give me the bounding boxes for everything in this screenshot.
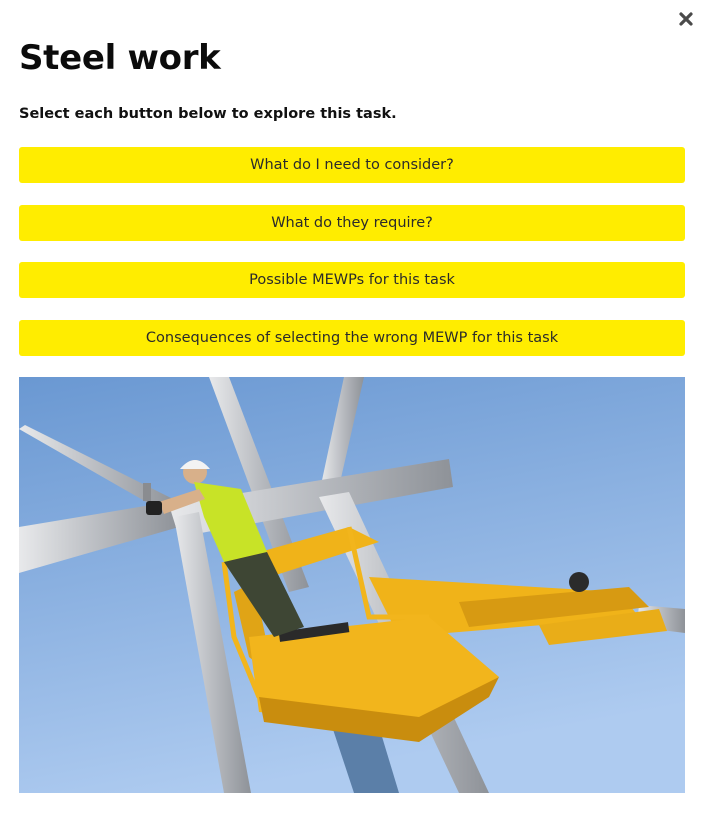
close-button[interactable] xyxy=(676,11,696,31)
instructions-text: Select each button below to explore this task. xyxy=(19,106,397,122)
page-title: Steel work xyxy=(19,38,221,78)
requirements-button[interactable]: What do they require? xyxy=(19,205,685,241)
steel-work-photo xyxy=(19,377,685,793)
consider-button[interactable]: What do I need to consider? xyxy=(19,147,685,183)
task-button-list xyxy=(19,147,685,377)
consequences-button[interactable]: Consequences of selecting the wrong MEWP for this task xyxy=(19,320,685,356)
close-icon[interactable] xyxy=(679,12,693,31)
possible-mewps-button[interactable]: Possible MEWPs for this task xyxy=(19,262,685,298)
